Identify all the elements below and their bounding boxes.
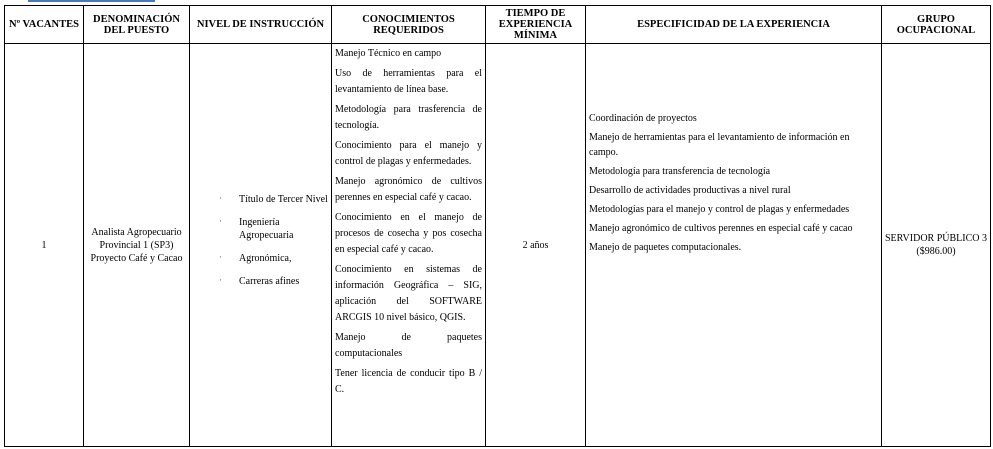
especificidad-item: Manejo de paquetes computacionales. [589,242,742,253]
bullet-icon: · [219,274,222,285]
conocimiento-item: Conocimiento en el manejo de procesos de cosecha y pos cosecha en especial café y cacao. [335,212,482,255]
nivel-item [219,252,328,265]
cell-especificidad [586,44,882,447]
especificidad-item: Manejo de herramientas para el levantamiento de información en campo. [589,132,850,158]
header-accent-line [28,0,155,2]
conocimiento-item: Manejo de paquetes computacionales [335,332,482,359]
especificidad-item: Coordinación de proyectos [589,113,697,124]
table-row [5,44,991,447]
header-nivel: NIVEL DE INSTRUCCIÓN [190,6,332,44]
cell-grupo: SERVIDOR PÚBLICO 3 ($986.00) [882,44,991,447]
especificidad-item: Metodología para transferencia de tecnología [589,166,771,177]
header-tiempo: TIEMPO DE EXPERIENCIA MÍNIMA [486,6,586,44]
nivel-item-text: Agronómica, [239,252,292,264]
header-row [5,6,991,44]
especificidad-item: Metodologías para el manejo y control de plagas y enfermedades [589,204,850,215]
nivel-item [219,275,328,288]
bullet-icon: · [219,251,222,262]
conocimientos-list [335,46,482,398]
nivel-item-text: Título de Tercer Nivel [239,193,328,205]
nivel-item [219,216,328,242]
header-especificidad: ESPECIFICIDAD DE LA EXPERIENCIA [586,6,882,44]
conocimiento-item: Conocimiento en sistemas de información Geográfica – SIG, aplicación del SOFTWARE ARCGIS 10 nivel básico, QGIS. [335,264,482,323]
conocimiento-item: Uso de herramientas para el levantamiento de línea base. [335,68,482,95]
header-vacantes: Nº VACANTES [5,6,84,44]
conocimiento-item: Manejo agronómico de cultivos perennes en especial café y cacao. [335,176,482,203]
nivel-item [219,193,328,206]
cell-tiempo: 2 años [486,44,586,447]
conocimiento-item: Metodología para trasferencia de tecnología. [335,104,482,131]
especificidad-item: Desarrollo de actividades productivas a nivel rural [589,185,791,196]
header-denominacion: DENOMINACIÓN DEL PUESTO [84,6,190,44]
conocimiento-item: Manejo Técnico en campo [335,48,442,59]
nivel-item-text: Ingeniería Agropecuaria [239,216,294,241]
especificidad-item: Manejo agronómico de cultivos perennes en especial café y cacao [589,223,853,234]
bullet-icon: · [219,215,222,226]
especificidad-list [589,111,878,255]
header-conocimientos: CONOCIMIENTOS REQUERIDOS [332,6,486,44]
vacancy-table [4,5,991,447]
header-grupo: GRUPO OCUPACIONAL [882,6,991,44]
cell-nivel [190,44,332,447]
cell-vacantes: 1 [5,44,84,447]
conocimiento-item: Tener licencia de conducir tipo B / C. [335,368,482,395]
cell-conocimientos [332,44,486,447]
bullet-icon: · [219,192,222,203]
nivel-item-text: Carreras afines [239,275,300,287]
nivel-list [193,193,328,288]
cell-denominacion: Analista Agropecuario Provincial 1 (SP3) Proyecto Café y Cacao [84,44,190,447]
conocimiento-item: Conocimiento para el manejo y control de plagas y enfermedades. [335,140,482,167]
